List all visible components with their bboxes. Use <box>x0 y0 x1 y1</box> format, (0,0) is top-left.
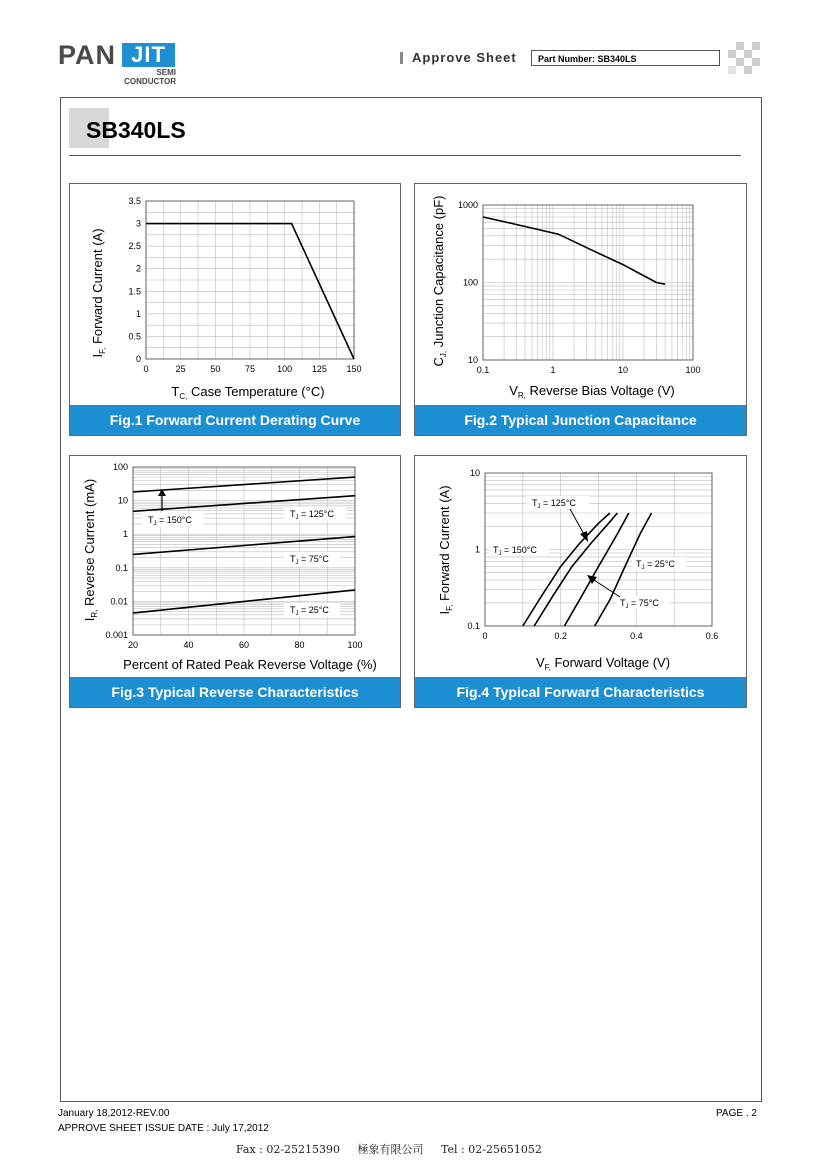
fig4-annot-150: $T_J = 150^\circ C$ <box>493 545 537 557</box>
fig3-annot-75: $T_J = 75^\circ C$ <box>290 554 329 566</box>
fig2-xtick-label: 0.1 <box>476 365 490 375</box>
fig2-caption: Fig.2 Typical Junction Capacitance <box>415 405 746 435</box>
part-number-box: Part Number: SB340LS <box>531 50 720 66</box>
fig4-ytick-label: 1 <box>474 544 480 555</box>
fig3-annot-150: $T_J = 150^\circ C$ <box>148 515 192 527</box>
fig3-ytick-label: 100 <box>112 462 128 472</box>
fig3-ytick-label: 10 <box>117 495 128 506</box>
fig1-ytick-label: 1 <box>135 308 141 319</box>
logo-pan-text: PAN <box>58 40 117 70</box>
fig3-xtick-label: 40 <box>183 640 194 650</box>
fig4-xtick-label: 0 <box>482 631 488 641</box>
fig4-xlabel: $V_{F,}$ Forward Voltage (V) <box>535 655 671 672</box>
fig4-annot-75: $T_J = 75^\circ C$ <box>620 598 659 610</box>
fig3-xlabel: Percent of Rated Peak Reverse Voltage (%) <box>123 657 377 672</box>
footer-date-rev: January 18,2012-REV.00 <box>58 1108 170 1119</box>
fig4-ytick-label: 10 <box>469 468 480 478</box>
fig2-xtick-label: 100 <box>685 365 701 375</box>
fig4-box <box>414 455 747 708</box>
fig1-xtick-label: 125 <box>311 364 327 374</box>
fig1-caption: Fig.1 Forward Current Derating Curve <box>70 405 400 435</box>
fig1-ytick-label: 3 <box>135 218 141 229</box>
fig2-ytick-label: 1000 <box>457 200 478 210</box>
fig3-ytick-label: 0.1 <box>115 562 128 573</box>
fig1-ylabel: $I_{F,}$ Forward Current (A) <box>90 228 107 358</box>
title-divider <box>69 155 741 156</box>
fig3-xtick-label: 100 <box>347 640 363 650</box>
fig2-ytick-label: 100 <box>462 277 478 288</box>
logo-jit-badge: JIT <box>122 43 175 67</box>
fig1-chart <box>70 184 400 404</box>
fig2-xtick-label: 1 <box>550 365 556 375</box>
fig3-ytick-label: 1 <box>122 529 128 540</box>
fig3-xtick-label: 80 <box>294 640 305 650</box>
fig4-caption: Fig.4 Typical Forward Characteristics <box>415 677 746 707</box>
footer-issue-date: APPROVE SHEET ISSUE DATE : July 17,2012 <box>58 1123 269 1134</box>
fig3-ytick-label: 0.001 <box>105 630 128 640</box>
fig1-xtick-label: 100 <box>277 364 293 374</box>
fig1-xtick-label: 50 <box>210 364 221 374</box>
fig4-chart <box>415 456 746 676</box>
fig3-xtick-label: 20 <box>127 640 139 650</box>
fig2-grid <box>483 205 693 360</box>
fig1-xtick-label: 150 <box>346 364 362 374</box>
approve-sheet-label: Approve Sheet <box>412 50 517 65</box>
fig4-xtick-label: 0.4 <box>630 631 643 641</box>
fig3-annot-25: $T_J = 25^\circ C$ <box>290 605 329 617</box>
fig4-xtick-label: 0.2 <box>554 631 567 641</box>
fig4-annot-25: $T_J = 25^\circ C$ <box>636 559 675 571</box>
fig2-xtick-label: 10 <box>617 365 629 375</box>
fig1-box <box>69 183 401 436</box>
fig4-ytick-label: 0.1 <box>467 621 480 631</box>
checker-decoration <box>728 42 760 74</box>
fig1-ytick-label: 0.5 <box>128 331 141 342</box>
fig1-ytick-label: 3.5 <box>128 196 141 206</box>
fig4-xtick-label: 0.6 <box>705 631 719 641</box>
fig4-annot-125: $T_J = 125^\circ C$ <box>532 498 576 510</box>
logo-subtitle <box>118 68 176 86</box>
fig3-ytick-label: 0.01 <box>110 596 128 607</box>
footer-page-number: PAGE . 2 <box>716 1108 757 1119</box>
fig3-xtick-label: 60 <box>238 640 250 650</box>
logo-sub-semi: SEMI <box>156 68 176 77</box>
fig2-ytick-label: 10 <box>467 355 478 365</box>
fig3-caption: Fig.3 Typical Reverse Characteristics <box>70 677 400 707</box>
fig1-ytick-label: 2 <box>135 263 141 274</box>
fig3-chart <box>70 456 400 676</box>
fig1-xlabel: $T_{C,}$ Case Temperature (°C) <box>171 384 325 401</box>
fig1-grid <box>146 201 354 359</box>
fig1-xtick-label: 0 <box>143 364 149 374</box>
fig2-box <box>414 183 747 436</box>
approve-marker <box>400 52 403 64</box>
fig2-xlabel: $V_{R,}$ Reverse Bias Voltage (V) <box>509 383 675 400</box>
fig1-ytick-label: 0 <box>135 354 141 364</box>
company-logo <box>58 40 178 90</box>
footer-contact: Fax : 02-25215390 極象有限公司 Tel : 02-25651052 <box>236 1143 542 1156</box>
fig4-ylabel: $I_{F,}$ Forward Current (A) <box>437 485 454 615</box>
fig3-annot-125: $T_J = 125^\circ C$ <box>290 509 334 521</box>
fig1-xtick-label: 25 <box>175 364 186 374</box>
logo-sub-conductor: CONDUCTOR <box>124 77 176 86</box>
fig2-chart <box>415 184 746 404</box>
fig1-ytick-label: 1.5 <box>128 286 141 297</box>
fig3-box <box>69 455 401 708</box>
fig4-series-line <box>564 513 628 626</box>
fig1-xtick-label: 75 <box>244 364 256 374</box>
fig1-ytick-label: 2.5 <box>128 241 141 252</box>
fig4-arrow-head <box>580 531 588 542</box>
fig3-ylabel: $I_{R,}$ Reverse Current (mA) <box>82 478 99 622</box>
page-title: SB340LS <box>86 117 186 143</box>
fig2-ylabel: $C_{J,}$ Junction Capacitance (pF) <box>431 195 448 367</box>
